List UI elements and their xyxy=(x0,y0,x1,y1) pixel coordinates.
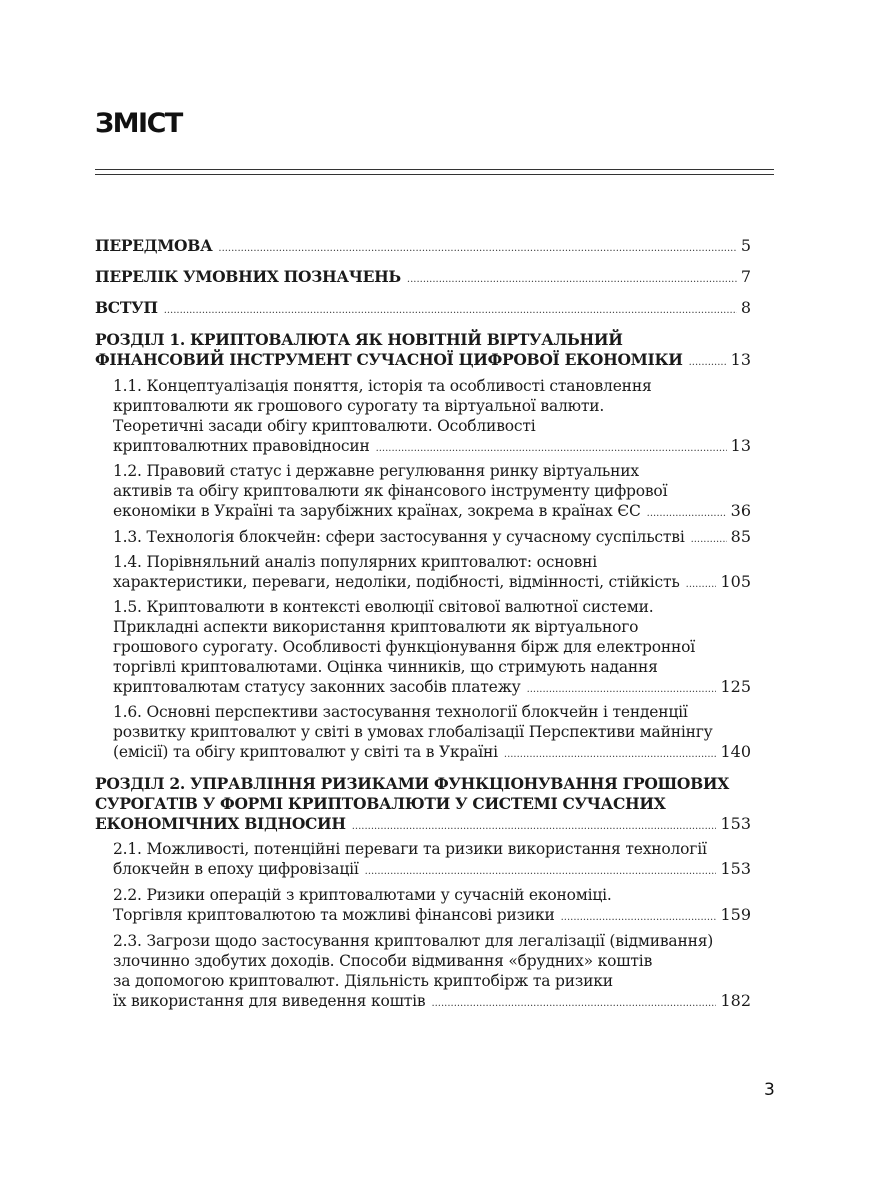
toc-page-number: 8 xyxy=(740,298,751,317)
toc-entry-title: ВСТУП xyxy=(95,298,158,317)
dot-leader xyxy=(376,439,727,459)
toc-entry-line: 1.5. Криптовалюти в контексті еволюції світової валютної системи. xyxy=(113,598,654,616)
toc-page-number: 5 xyxy=(740,236,751,255)
toc-entry-line: 1.1. Концептуалізація поняття, історія та особливості становлення xyxy=(113,377,652,395)
page-number: 3 xyxy=(764,1080,775,1100)
toc-entry-line: їх використання для виведення коштів xyxy=(113,992,426,1010)
toc-entry-line: (емісії) та обігу криптовалют у світі та в Україні xyxy=(113,743,498,761)
toc-entry-line: розвитку криптовалют у світі в умовах глобалізації Перспективи майнінгу xyxy=(113,723,713,741)
toc-entry-line: торгівлі криптовалютами. Оцінка чинників, що стримують надання xyxy=(113,658,658,676)
toc-entry-introduction[interactable] xyxy=(95,298,751,321)
toc-entry-line: криптовалюти як грошового сурогату та віртуальної валюти. xyxy=(113,397,605,415)
dot-leader xyxy=(527,680,717,700)
toc-entry-title: ПЕРЕДМОВА xyxy=(95,236,213,255)
dot-leader xyxy=(691,530,727,550)
page-title: ЗМІСТ xyxy=(95,108,182,139)
toc-entry-title: ПЕРЕЛІК УМОВНИХ ПОЗНАЧЕНЬ xyxy=(95,267,401,286)
toc-entry-1-4[interactable] xyxy=(113,552,751,595)
toc-entry-line: злочинно здобутих доходів. Способи відмивання «брудних» коштів xyxy=(113,952,653,970)
toc-entry-2-1[interactable] xyxy=(113,839,751,882)
toc-page-number: 105 xyxy=(720,572,751,591)
toc-entry-line: Торгівля криптовалютою та можливі фінансові ризики xyxy=(113,906,555,924)
dot-leader xyxy=(504,745,717,765)
toc-page-number: 182 xyxy=(720,991,751,1010)
toc-entry-1-2[interactable] xyxy=(113,461,751,524)
toc-entry-line: активів та обігу криптовалюти як фінансового інструменту цифрової xyxy=(113,482,668,500)
toc-page-number: 13 xyxy=(730,436,751,455)
toc-entry-1-5[interactable] xyxy=(113,597,751,700)
toc-entry-line: 2.3. Загрози щодо застосування криптовалют для легалізації (відмивання) xyxy=(113,932,714,950)
dot-leader xyxy=(365,862,717,882)
toc-entry-1-6[interactable] xyxy=(113,702,751,765)
toc-entry-chapter-2[interactable] xyxy=(95,774,751,837)
toc-entry-abbreviations[interactable] xyxy=(95,267,751,290)
dot-leader xyxy=(431,994,716,1014)
toc-entry-line: СУРОГАТІВ У ФОРМІ КРИПТОВАЛЮТИ У СИСТЕМІ СУЧАСНИХ xyxy=(95,794,666,813)
toc-entry-line: 2.2. Ризики операцій з криптовалютами у сучасній економіці. xyxy=(113,886,612,904)
toc-entry-line: РОЗДІЛ 2. УПРАВЛІННЯ РИЗИКАМИ ФУНКЦІОНУВАННЯ ГРОШОВИХ xyxy=(95,774,729,793)
dot-leader xyxy=(686,575,717,595)
toc-page-number: 159 xyxy=(720,905,751,924)
toc-entry-line: Теоретичні засади обігу криптовалюти. Особливості xyxy=(113,417,536,435)
dot-leader xyxy=(407,270,737,290)
toc-entry-line: ФІНАНСОВИЙ ІНСТРУМЕНТ СУЧАСНОЇ ЦИФРОВОЇ ЕКОНОМІКИ xyxy=(95,350,683,369)
toc-entry-line: криптовалютних правовідносин xyxy=(113,437,370,455)
toc-page-number: 153 xyxy=(720,814,751,833)
toc-page-number: 13 xyxy=(730,350,751,369)
toc-entry-line: за допомогою криптовалют. Діяльність криптобірж та ризики xyxy=(113,972,613,990)
toc-entry-line: економіки в Україні та зарубіжних країнах, зокрема в країнах ЄС xyxy=(113,502,641,520)
toc-entry-2-3[interactable] xyxy=(113,931,751,1014)
toc-entry-line: 1.4. Порівняльний аналіз популярних криптовалют: основні xyxy=(113,553,597,571)
dot-leader xyxy=(689,353,727,373)
toc-entry-line: криптовалютам статусу законних засобів платежу xyxy=(113,678,521,696)
toc-entry-1-3[interactable] xyxy=(113,527,751,550)
toc-page-number: 153 xyxy=(720,859,751,878)
toc-entry-2-2[interactable] xyxy=(113,885,751,928)
toc-entry-line: РОЗДІЛ 1. КРИПТОВАЛЮТА ЯК НОВІТНІЙ ВІРТУАЛЬНИЙ xyxy=(95,330,623,349)
dot-leader xyxy=(164,301,737,321)
toc-page-number: 85 xyxy=(730,527,751,546)
dot-leader xyxy=(561,908,717,928)
toc-entry-foreword[interactable] xyxy=(95,236,751,259)
toc-entry-chapter-1[interactable] xyxy=(95,330,751,373)
toc-page-number: 36 xyxy=(730,501,751,520)
dot-leader xyxy=(352,817,717,837)
dot-leader xyxy=(647,504,727,524)
toc-page-number: 7 xyxy=(740,267,751,286)
toc-entry-line: 2.1. Можливості, потенційні переваги та ризики використання технології xyxy=(113,840,707,858)
toc-entry-line: 1.6. Основні перспективи застосування технології блокчейн і тенденції xyxy=(113,703,688,721)
toc-page-number: 140 xyxy=(720,742,751,761)
toc-entry-line: грошового сурогату. Особливості функціонування бірж для електронної xyxy=(113,638,696,656)
toc-entry-1-1[interactable] xyxy=(113,376,751,459)
toc-page-number: 125 xyxy=(720,677,751,696)
toc-entry-line: 1.3. Технологія блокчейн: сфери застосування у сучасному суспільстві xyxy=(113,528,685,546)
toc-entry-line: блокчейн в епоху цифровізації xyxy=(113,860,359,878)
toc-entry-line: Прикладні аспекти використання криптовалюти як віртуального xyxy=(113,618,639,636)
toc-entry-line: характеристики, переваги, недоліки, подібності, відмінності, стійкість xyxy=(113,573,680,591)
dot-leader xyxy=(218,239,736,259)
toc-entry-line: ЕКОНОМІЧНИХ ВІДНОСИН xyxy=(95,814,346,833)
toc-entry-line: 1.2. Правовий статус і державне регулювання ринку віртуальних xyxy=(113,462,639,480)
